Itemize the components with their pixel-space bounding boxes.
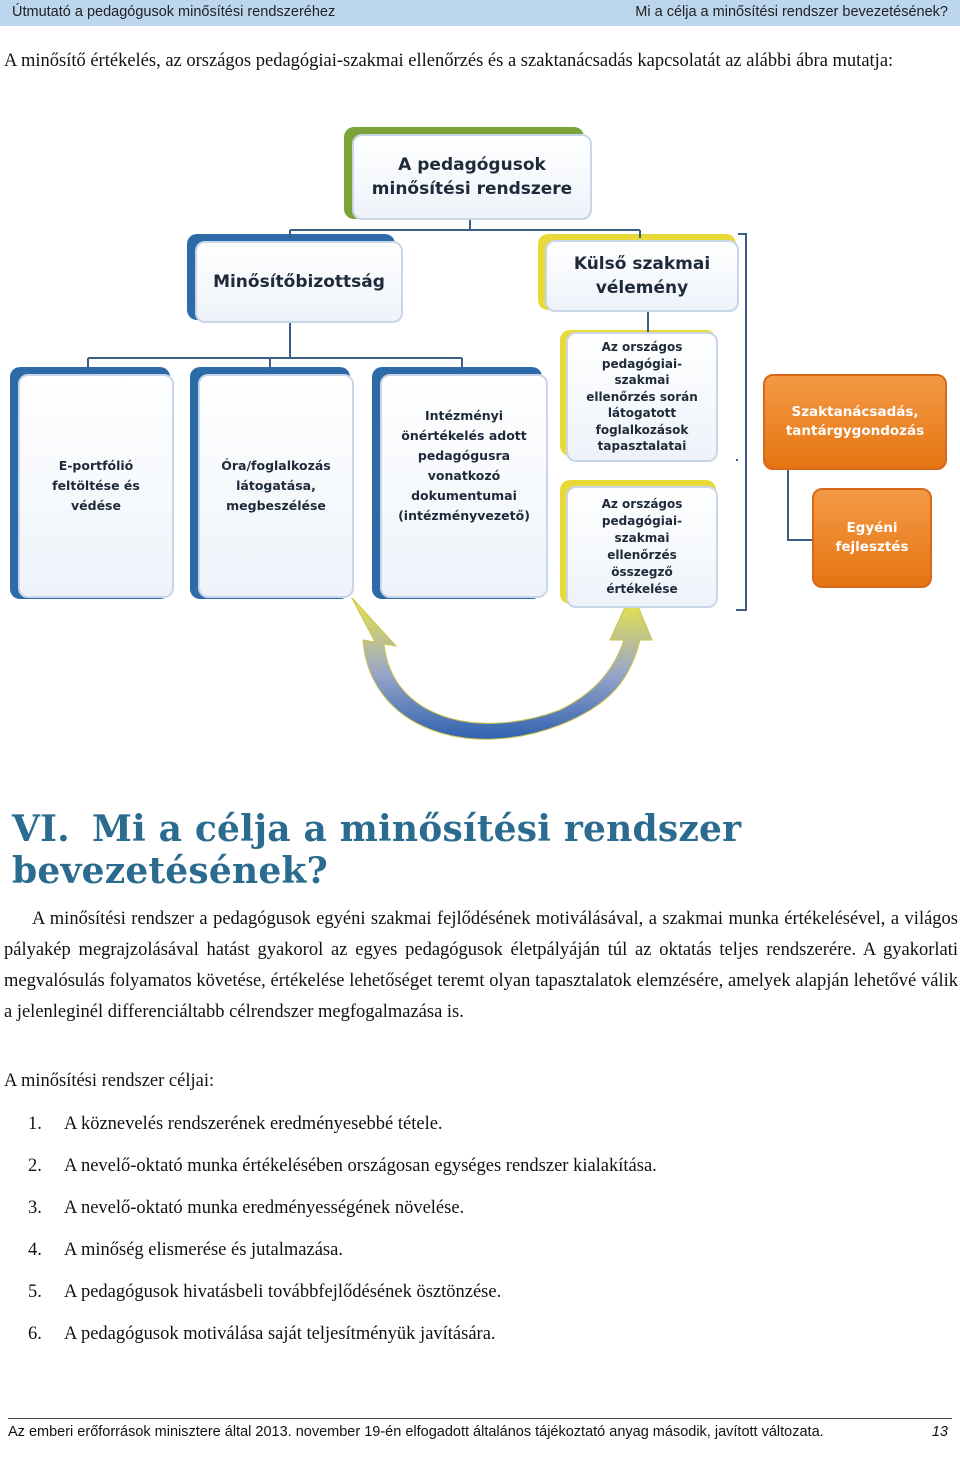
eportfolio-line: védése <box>71 498 121 513</box>
list-item-number: 6. <box>28 1324 42 1344</box>
header-right-title: Mi a célja a minősítési rendszer bevezetésének? <box>635 4 948 20</box>
list-item-number: 5. <box>28 1282 42 1302</box>
inspection-summary-box <box>566 486 718 608</box>
list-item-text: A köznevelés rendszerének eredményesebbé tétele. <box>64 1114 443 1134</box>
list-item-number: 1. <box>28 1114 42 1134</box>
institution-line: (intézményvezető) <box>398 508 530 523</box>
eportfolio-line: E-portfólió <box>58 458 134 473</box>
external-opinion-box <box>545 240 739 312</box>
list-item <box>28 1156 657 1198</box>
goals-label: A minősítési rendszer céljai: <box>4 1071 215 1091</box>
lesson-visit-box <box>198 374 354 598</box>
lesson-line: látogatása, <box>236 478 316 493</box>
committee-label: Minősítőbizottság <box>213 272 385 292</box>
page-number: 13 <box>931 1424 948 1440</box>
feedback-arrow-icon <box>352 592 652 739</box>
institution-line: vonatkozó <box>427 468 501 483</box>
list-item-text: A pedagógusok hivatásbeli továbbfejlődésének ösztönzése. <box>64 1282 502 1302</box>
list-item-text: A nevelő-oktató munka eredményességének növelése. <box>64 1198 465 1218</box>
external-line: Külső szakmai <box>573 254 711 274</box>
inspection-visits-line: tapasztalatai <box>597 439 687 454</box>
inspection-summary-line: Az országos <box>601 497 683 511</box>
list-item <box>28 1240 657 1282</box>
list-item <box>28 1114 657 1156</box>
individual-line: fejlesztés <box>835 539 909 555</box>
top-box-line: A pedagógusok <box>398 155 546 175</box>
list-item <box>28 1282 657 1324</box>
body-paragraph: A minősítési rendszer a pedagógusok egyéni szakmai fejlődésének motiválásával, a szakmai munka értékelésével, a világos pályakép megrajzolásával hatást gyakorol az egyes pedagógusok életpályáján túl az oktatás teljes rendszerére. A gyakorlati megvalósulás folyamatos követése, értékelése lehetőséget teremt olyan tapasztalatok elemzésére, amelyek alapján lehetővé válik a jelenleginél differenciáltabb célrendszer megfogalmazása is. <box>4 909 958 1022</box>
list-item-number: 4. <box>28 1240 42 1260</box>
advisory-box <box>763 374 947 470</box>
list-item-text: A pedagógusok motiválása saját teljesítményük javítására. <box>64 1324 496 1344</box>
page-footer <box>8 1418 952 1442</box>
individual-line: Egyéni <box>846 520 898 536</box>
section-number: VI. <box>12 808 70 850</box>
section-heading <box>12 808 960 892</box>
inspection-visits-line: Az országos <box>601 340 683 355</box>
eportfolio-line: feltöltése és <box>52 478 140 493</box>
institution-line: önértékelés adott <box>401 428 527 443</box>
inspection-summary-line: értékelése <box>606 582 678 596</box>
list-item-text: A minőség elismerése és jutalmazása. <box>64 1240 343 1260</box>
top-box <box>352 134 592 220</box>
inspection-visits-line: foglalkozások <box>595 422 689 437</box>
list-item-text: A nevelő-oktató munka értékelésében országosan egységes rendszer kialakítása. <box>64 1156 657 1176</box>
footer-text: Az emberi erőforrások minisztere által 2013. november 19-én elfogadott általános tájékoztató anyag második, javított változata. <box>8 1424 824 1440</box>
intro-paragraph <box>4 46 958 76</box>
institution-line: pedagógusra <box>417 448 511 463</box>
external-line: vélemény <box>595 278 689 298</box>
intro-text: A minősítő értékelés, az országos pedagógiai-szakmai ellenőrzés és a szaktanácsadás kapcsolatát az alábbi ábra mutatja: <box>4 51 894 71</box>
advisory-line: Szaktanácsadás, <box>791 404 919 420</box>
goals-list <box>28 1114 657 1366</box>
list-item-number: 3. <box>28 1198 42 1218</box>
section-title: Mi a célja a minősítési rendszer bevezetésének? <box>12 808 742 892</box>
section-body <box>4 904 958 1028</box>
inspection-visits-line: ellenőrzés során <box>586 389 698 404</box>
advisory-line: tantárgygondozás <box>785 423 925 439</box>
list-item <box>28 1324 657 1366</box>
inspection-summary-line: összegző <box>611 565 673 579</box>
list-item-number: 2. <box>28 1156 42 1176</box>
inspection-summary-line: szakmai <box>614 531 670 545</box>
inspection-summary-line: pedagógiai- <box>601 514 683 528</box>
institutional-self-assessment-box <box>380 374 548 598</box>
eportfolio-box <box>18 374 174 598</box>
top-box-line: minősítési rendszere <box>371 179 573 199</box>
inspection-summary-line: ellenőrzés <box>607 548 677 562</box>
institution-line: dokumentumai <box>411 488 517 503</box>
committee-box <box>195 241 403 323</box>
lesson-line: Óra/foglalkozás <box>221 458 331 473</box>
inspection-visits-line: látogatott <box>607 406 677 421</box>
header-left-title: Útmutató a pedagógusok minősítési rendszeréhez <box>12 4 336 20</box>
inspection-visits-box <box>566 332 718 462</box>
inspection-visits-line: szakmai <box>614 373 670 388</box>
lesson-line: megbeszélése <box>226 498 326 513</box>
inspection-visits-line: pedagógiai- <box>601 356 683 371</box>
individual-development-box <box>812 488 932 588</box>
page-header <box>0 0 960 26</box>
qualification-system-diagram <box>0 120 960 750</box>
institution-line: Intézményi <box>424 408 504 423</box>
list-item <box>28 1198 657 1240</box>
